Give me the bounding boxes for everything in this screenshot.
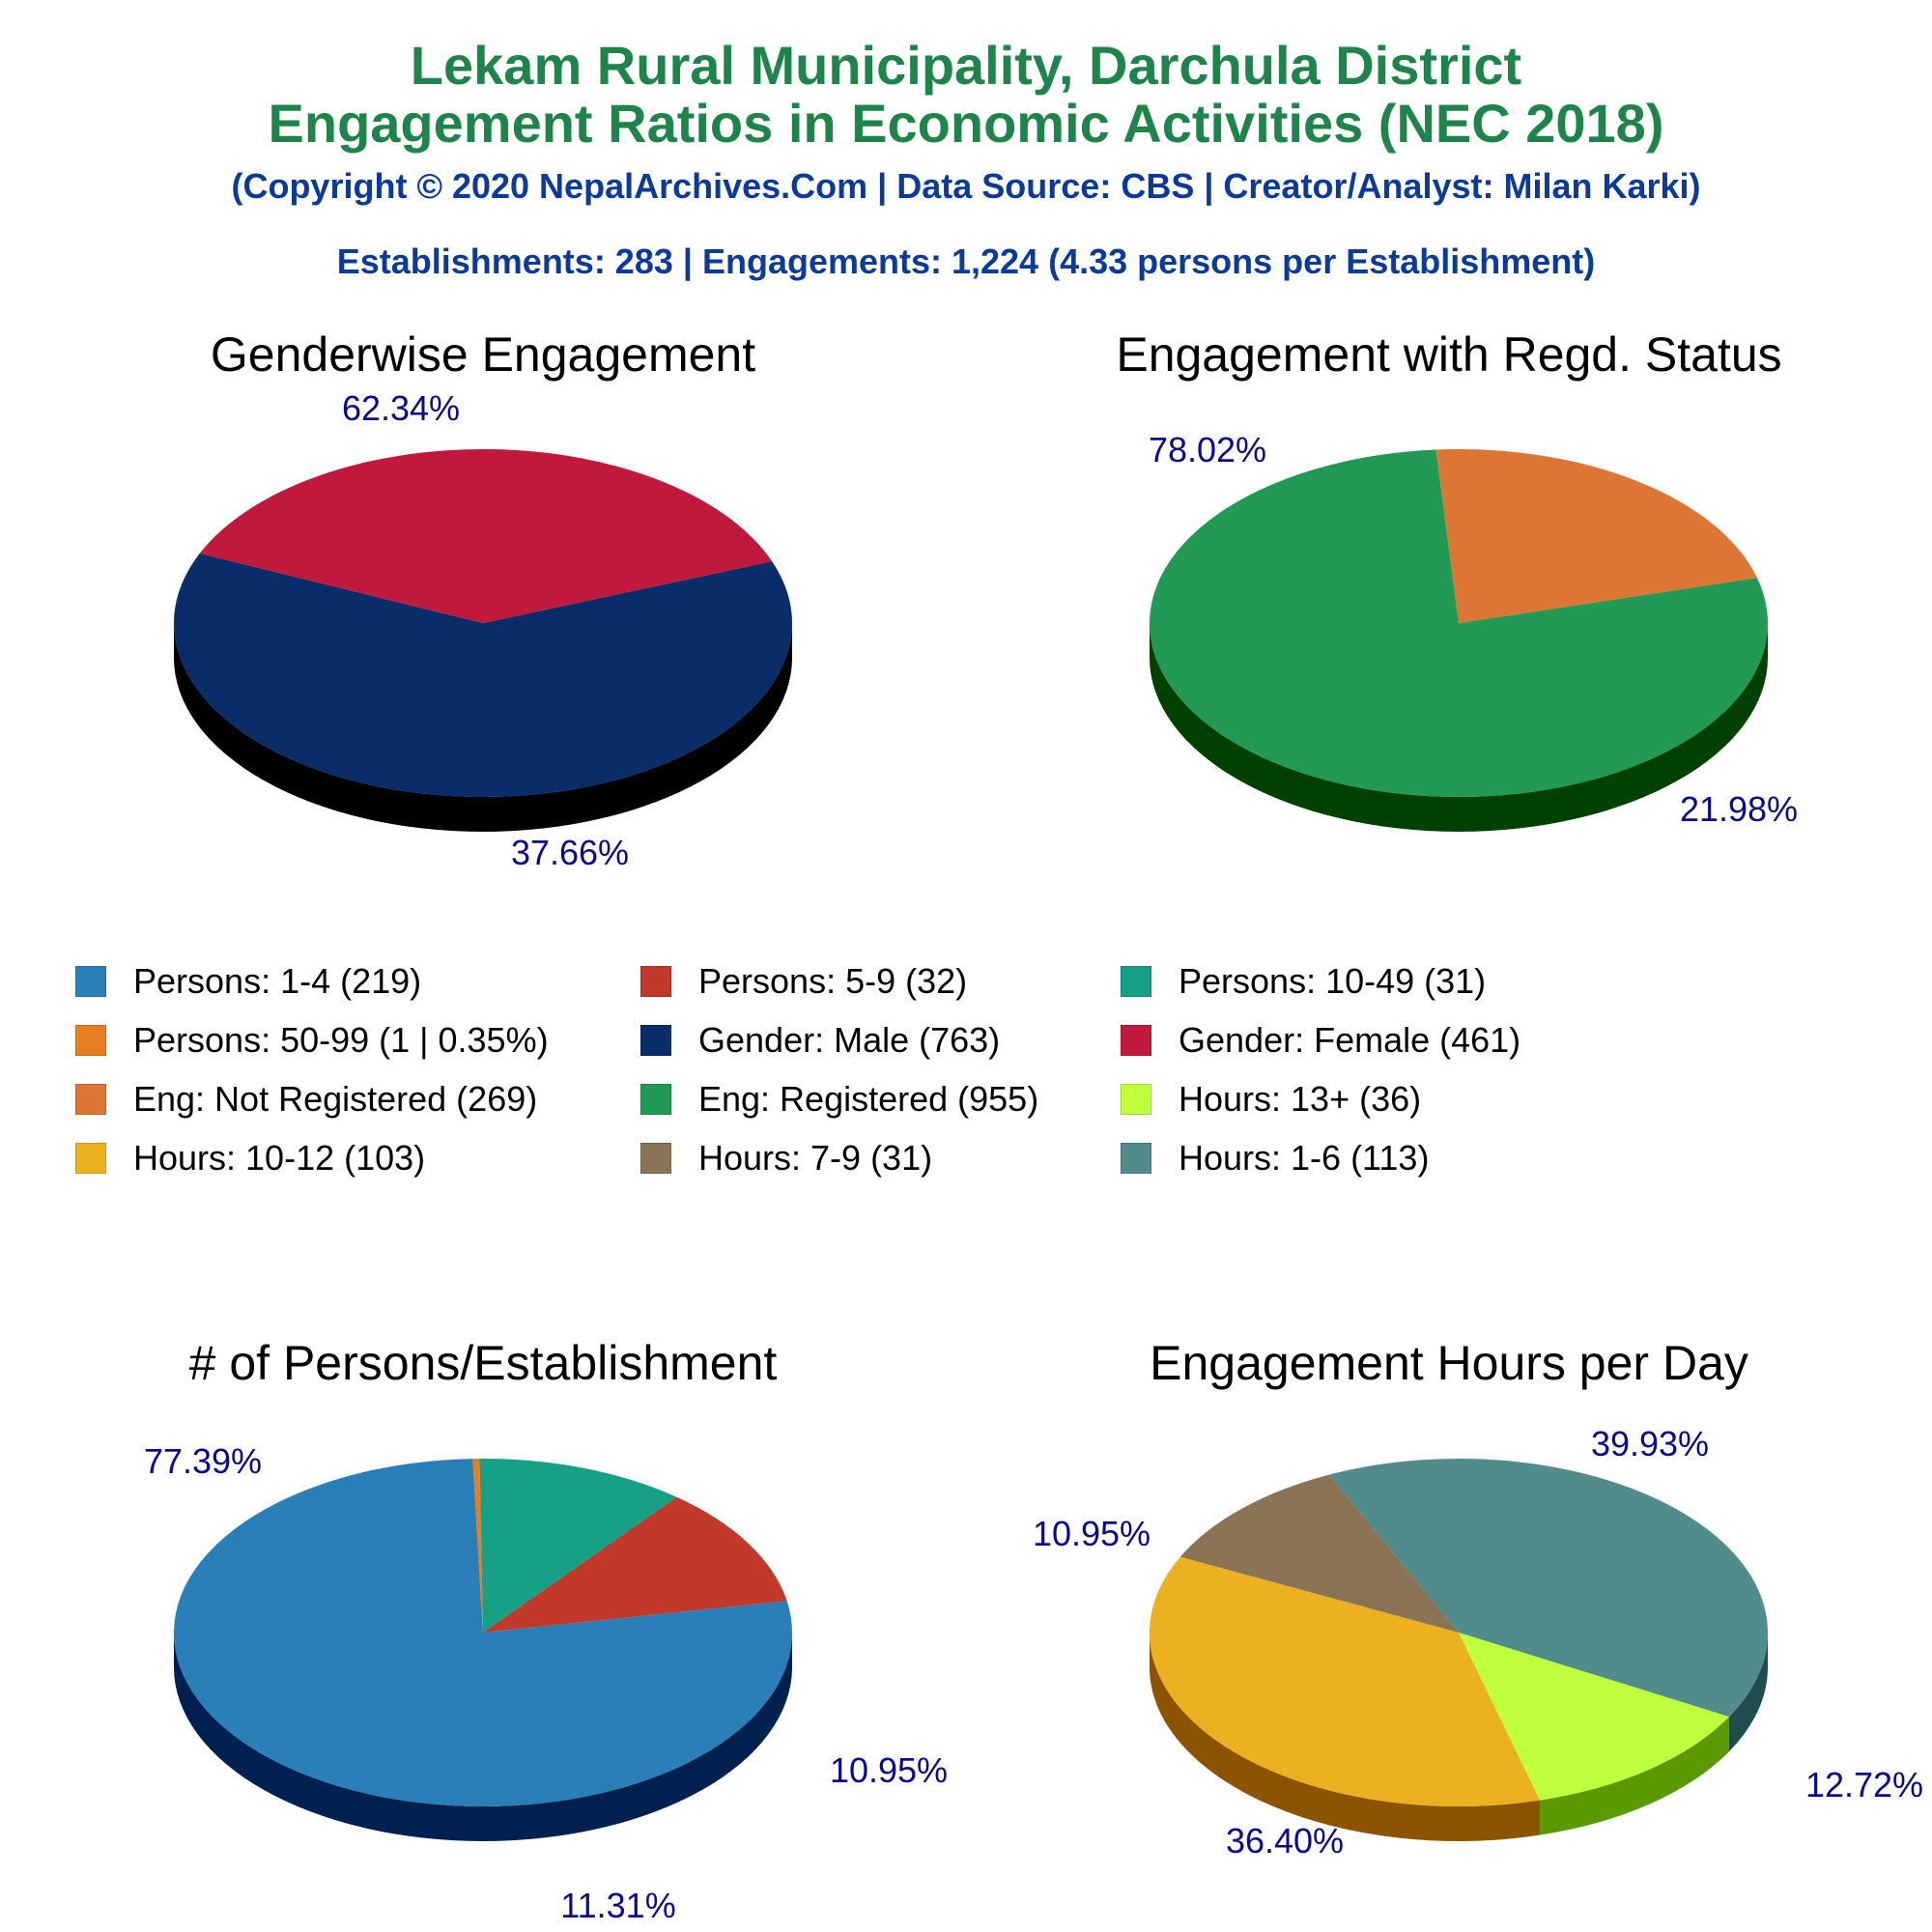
chart-title-hours: Engagement Hours per Day [1150,1336,1748,1390]
slice-label: 11.31% [560,1886,676,1925]
chart-title-registration: Engagement with Regd. Status [1116,327,1782,382]
legend-item [75,1138,425,1179]
legend-swatch [640,966,671,997]
legend-item [75,1079,537,1120]
legend-label: Hours: 7-9 (31) [698,1138,933,1178]
chart-title-gender: Genderwise Engagement [210,327,756,382]
title-line-2: Engagement Ratios in Economic Activities (NEC 2018) [268,93,1664,154]
slice-label: 10.95% [829,1750,949,1790]
slice-label: 78.02% [1148,430,1267,469]
legend-label: Gender: Male (763) [698,1020,1001,1060]
summary-line: Establishments: 283 | Engagements: 1,224 (4.33 persons per Establishment) [336,242,1596,281]
legend-item [640,1079,1038,1120]
slice-label: 62.34% [341,388,461,428]
legend-swatch [640,1143,671,1174]
legend-label: Eng: Registered (955) [698,1079,1039,1119]
legend-item [1121,1079,1421,1120]
legend-label: Hours: 10-12 (103) [133,1138,426,1178]
legend-label: Hours: 1-6 (113) [1179,1138,1430,1178]
legend-label: Hours: 13+ (36) [1179,1079,1422,1119]
legend-swatch [1121,1084,1151,1115]
legend-label: Persons: 10-49 (31) [1179,961,1487,1001]
legend-swatch [75,1084,106,1115]
legend-item [640,961,967,1002]
legend-item [1121,961,1486,1002]
title-line-1: Lekam Rural Municipality, Darchula District [410,35,1522,96]
legend-item [640,1138,932,1179]
copyright-line: (Copyright © 2020 NepalArchives.Com | Data Source: CBS | Creator/Analyst: Milan Karki) [231,166,1701,206]
slice-label: 36.40% [1225,1821,1345,1861]
legend-swatch [1121,1143,1151,1174]
pie-chart [174,388,792,872]
slice-label: 21.98% [1679,789,1799,829]
legend-label: Persons: 1-4 (219) [133,961,422,1001]
legend-item [1121,1020,1520,1061]
legend-swatch [75,1143,106,1174]
legend-item [640,1020,1000,1061]
slice-label: 10.95% [1032,1514,1151,1553]
pie-chart [1149,430,1798,832]
slice-label: 39.93% [1590,1424,1710,1463]
chart-title-persons: # of Persons/Establishment [188,1336,778,1390]
legend-item [75,961,421,1002]
legend-label: Gender: Female (461) [1179,1020,1521,1060]
slice-label: 77.39% [143,1441,263,1481]
legend-item [1121,1138,1429,1179]
legend-swatch [75,966,106,997]
legend-swatch [640,1084,671,1115]
legend-label: Persons: 5-9 (32) [698,961,968,1001]
legend-swatch [1121,1025,1151,1056]
legend-swatch [75,1025,106,1056]
legend-label: Persons: 50-99 (1 | 0.35%) [133,1020,549,1060]
slice-label: 12.72% [1804,1765,1924,1804]
pie-chart [144,1441,948,1925]
slice-label: 37.66% [510,833,630,872]
legend-swatch [1121,966,1151,997]
legend-label: Eng: Not Registered (269) [133,1079,538,1119]
legend-item [75,1020,549,1061]
legend-swatch [640,1025,671,1056]
pie-chart [1033,1424,1923,1861]
